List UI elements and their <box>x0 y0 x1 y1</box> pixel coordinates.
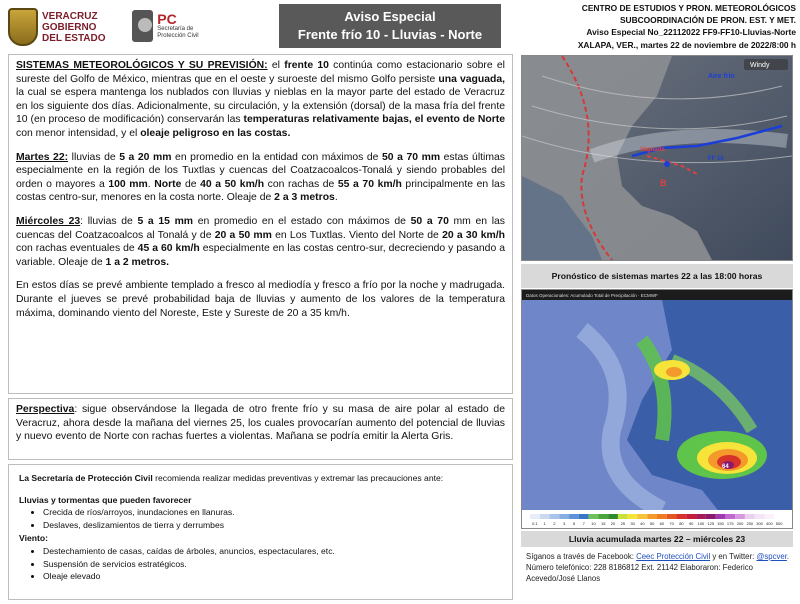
scale-tick-label: 5 <box>572 521 576 526</box>
scale-swatch <box>735 514 745 519</box>
scale-swatch <box>608 514 618 519</box>
scale-tick-label: 300 <box>756 521 763 526</box>
scale-tick-label: 200 <box>736 521 744 526</box>
scale-swatch <box>647 514 657 519</box>
low-pressure-label: B <box>660 178 667 188</box>
scale-swatch <box>598 514 608 519</box>
rain-heading: Lluvias y tormentas que pueden favorecer <box>19 494 192 505</box>
scale-swatch <box>579 514 589 519</box>
scale-swatch <box>589 514 599 519</box>
pc-logo-title: PC <box>157 11 177 27</box>
scale-swatch <box>774 514 784 519</box>
wednesday-paragraph: Miércoles 23: lluvias de 5 a 15 mm en promedio en el estado con máximos de 50 a 70 mm en las cuencas del Coatzacoalcos al Tonalá y de 20 a 50 mm en Los Tuxtlas. Viento del Norte de 20 a 30 km/h con rachas eventuales de 45 a 60 km/h especialmente en las costas centro-sur, decreciendo y pasando a variable. Oleaje de 1 a 2 metros. <box>16 215 505 268</box>
phone-and-authors: Número telefónico: 228 8186812 Ext. 21142 Elaboraron: Federico Acevedo/José Llanos <box>526 563 753 583</box>
rainfall-map-caption: Lluvia acumulada martes 22 – miércoles 23 <box>521 531 793 547</box>
forecast-panel <box>8 54 513 394</box>
state-shield-icon <box>8 8 38 46</box>
scale-swatch <box>550 514 560 519</box>
tuesday-paragraph: Martes 22: lluvias de 5 a 20 mm en promedio en la entidad con máximos de 50 a 70 mm estas últimas especialmente en la región de los Tuxtlas y cuencas del Coatzacoalcos-Tonalá y siendo probables del orden o mayores a 100 mm. Norte de 40 a 50 km/h con rachas de 55 a 70 km/h principalmente en las costas centro-sur, menores en la costa norte. Oleaje de 2 a 3 metros. <box>16 151 506 204</box>
scale-tick-label: 40 <box>640 521 645 526</box>
scale-swatch <box>530 514 540 519</box>
synoptic-map-caption: Pronóstico de sistemas martes 22 a las 18:00 horas <box>521 264 793 288</box>
rain-list <box>19 507 502 531</box>
trough-label: Vaguada <box>640 147 665 153</box>
scale-tick-label: 30 <box>630 521 635 526</box>
pc-logo-subtitle: Secretaría de Protección Civil <box>157 26 199 39</box>
scale-swatch <box>559 514 569 519</box>
scale-swatch <box>618 514 628 519</box>
scale-swatch <box>696 514 706 519</box>
scale-tick-label: 60 <box>659 521 665 526</box>
perspective-panel: Perspectiva: sigue observándose la llegada de otro frente frío y su masa de aire polar al estado de Veracruz, ahora desde la mañana del viernes 25, los cuales provocarían aumento del potencial de lluvias y nuevo evento de Norte con rachas fuertes a violentas. Mañana se podría emitir la Alerta Gris. <box>8 398 513 460</box>
scale-tick-label: 50 <box>649 521 655 526</box>
notice-banner <box>279 4 501 48</box>
scale-tick-label: 2 <box>553 521 556 526</box>
proteccion-civil-logo <box>132 6 222 46</box>
facebook-link[interactable]: Ceec Protección Civil <box>636 552 711 561</box>
banner-subtitle: Frente frío 10 - Lluvias - Norte <box>297 27 483 42</box>
list-item: • Deslaves, deslizamientos de tierra y derrumbes <box>43 520 502 532</box>
list-item: • Suspensión de servicios estratégicos. <box>43 559 502 571</box>
synoptic-forecast-map <box>521 55 793 261</box>
scale-swatch <box>745 514 755 519</box>
scale-swatch <box>677 514 687 519</box>
rainfall-map-image <box>522 290 792 528</box>
rain-color-scale <box>522 510 792 528</box>
scale-swatch <box>706 514 716 519</box>
max-rain-value: 64 <box>722 464 729 470</box>
scale-tick-label: 70 <box>669 521 674 526</box>
scale-tick-label: 500 <box>775 521 783 526</box>
scale-tick-label: 10 <box>591 521 596 526</box>
scale-tick-label: 0.1 <box>532 521 538 526</box>
veracruz-logo-text: VERACRUZ GOBIERNO DEL ESTADO <box>42 10 106 44</box>
scale-tick-label: 250 <box>746 521 754 526</box>
contact-info: Síganos a través de Facebook: Ceec Protección Civil y en Twitter: @spcver. Número telefónico: 228 8186812 Ext. 21142 Elaboraron: Federico Acevedo/José Llanos <box>526 552 790 583</box>
list-item: • Oleaje elevado <box>43 571 502 583</box>
wind-heading: Viento: <box>19 533 48 544</box>
rainfall-map-header: Datos Operacionales: Acumulado Total de Precipitación · ECMWF <box>526 293 658 298</box>
list-item: • Crecida de ríos/arroyos, inundaciones en llanuras. <box>43 507 502 519</box>
wind-list <box>19 546 502 583</box>
scale-swatch <box>637 514 647 519</box>
banner-title: Aviso Especial <box>344 9 436 24</box>
scale-swatch <box>686 514 696 519</box>
front-label: FF 10 <box>708 156 724 162</box>
list-item: • Destechamiento de casas, caídas de árboles, anuncios, espectaculares, etc. <box>43 546 502 558</box>
scale-tick-label: 80 <box>679 521 684 526</box>
recommendations-intro: La Secretaría de Protección Civil recomienda realizar medidas preventivas y extremar las precauciones ante: <box>19 473 444 483</box>
scale-tick-label: 7 <box>582 521 585 526</box>
recommendations-panel <box>8 464 513 600</box>
synoptic-map-image <box>522 56 792 260</box>
systems-paragraph: SISTEMAS METEOROLÓGICOS Y SU PREVISIÓN: el frente 10 continúa como estacionario sobre el sureste del Golfo de México, mientras que en el oeste y suroeste del mismo Golfo persiste una vaguada, la cual se espera mantenga los nublados con lluvias y nieblas en la mayor parte del estado de Veracruz en los siguiente dos días. Adicionalmente, su circulación, y la extensión (dorsal) de la masa fría del frente 10 (en proceso de modificación) conservarán las temperaturas relativamente bajas, el evento de Norte con menor intensidad, y el oleaje peligroso en las costas. <box>16 60 506 139</box>
scale-tick-label: 3 <box>563 521 566 526</box>
scale-tick-label: 400 <box>766 521 773 526</box>
scale-swatch <box>716 514 726 519</box>
scale-tick-label: 125 <box>707 521 715 526</box>
scale-tick-label: 175 <box>726 521 734 526</box>
scale-swatch <box>540 514 550 519</box>
scale-tick-label: 150 <box>717 521 724 526</box>
perspective-heading: Perspectiva <box>16 404 75 415</box>
scale-swatch <box>569 514 579 519</box>
scale-tick-label: 20 <box>610 521 616 526</box>
rainfall-map <box>521 289 793 529</box>
scale-swatch <box>725 514 735 519</box>
twitter-link[interactable]: @spcver <box>756 552 787 561</box>
veracruz-logo <box>8 4 120 50</box>
issuer-info: CENTRO DE ESTUDIOS Y PRON. METEOROLÓGICOS SUBCOORDINACIÓN DE PRON. EST. Y MET. Aviso Especial No_22112022 FF9-FF10-Lluvias-Norte XALAPA, VER., martes 22 de noviembre de 2022/8:00 h <box>577 3 796 50</box>
windy-brand: Windy <box>750 62 770 69</box>
scale-tick-label: 25 <box>620 521 626 526</box>
scale-tick-label: 100 <box>697 521 705 526</box>
days-paragraph: En estos días se prevé ambiente templado a fresco al mediodía y fresco a frío por la noche y madrugada. Durante el jueves se prevé probabilidad baja de lluvias y aumento de los valores de la temperatura máxima, dominando viento del Noreste, Este y Sureste de 20 a 35 km/h. <box>16 280 505 319</box>
scale-swatch <box>764 514 774 519</box>
cold-air-label: Aire frío <box>708 73 735 80</box>
scale-tick-label: 1 <box>543 521 546 526</box>
scale-tick-label: 90 <box>688 521 694 526</box>
scale-swatch <box>667 514 677 519</box>
pc-seal-icon <box>132 10 153 42</box>
scale-swatch <box>755 514 765 519</box>
scale-tick-label: 15 <box>601 521 606 526</box>
scale-swatch <box>657 514 667 519</box>
scale-swatch <box>628 514 638 519</box>
